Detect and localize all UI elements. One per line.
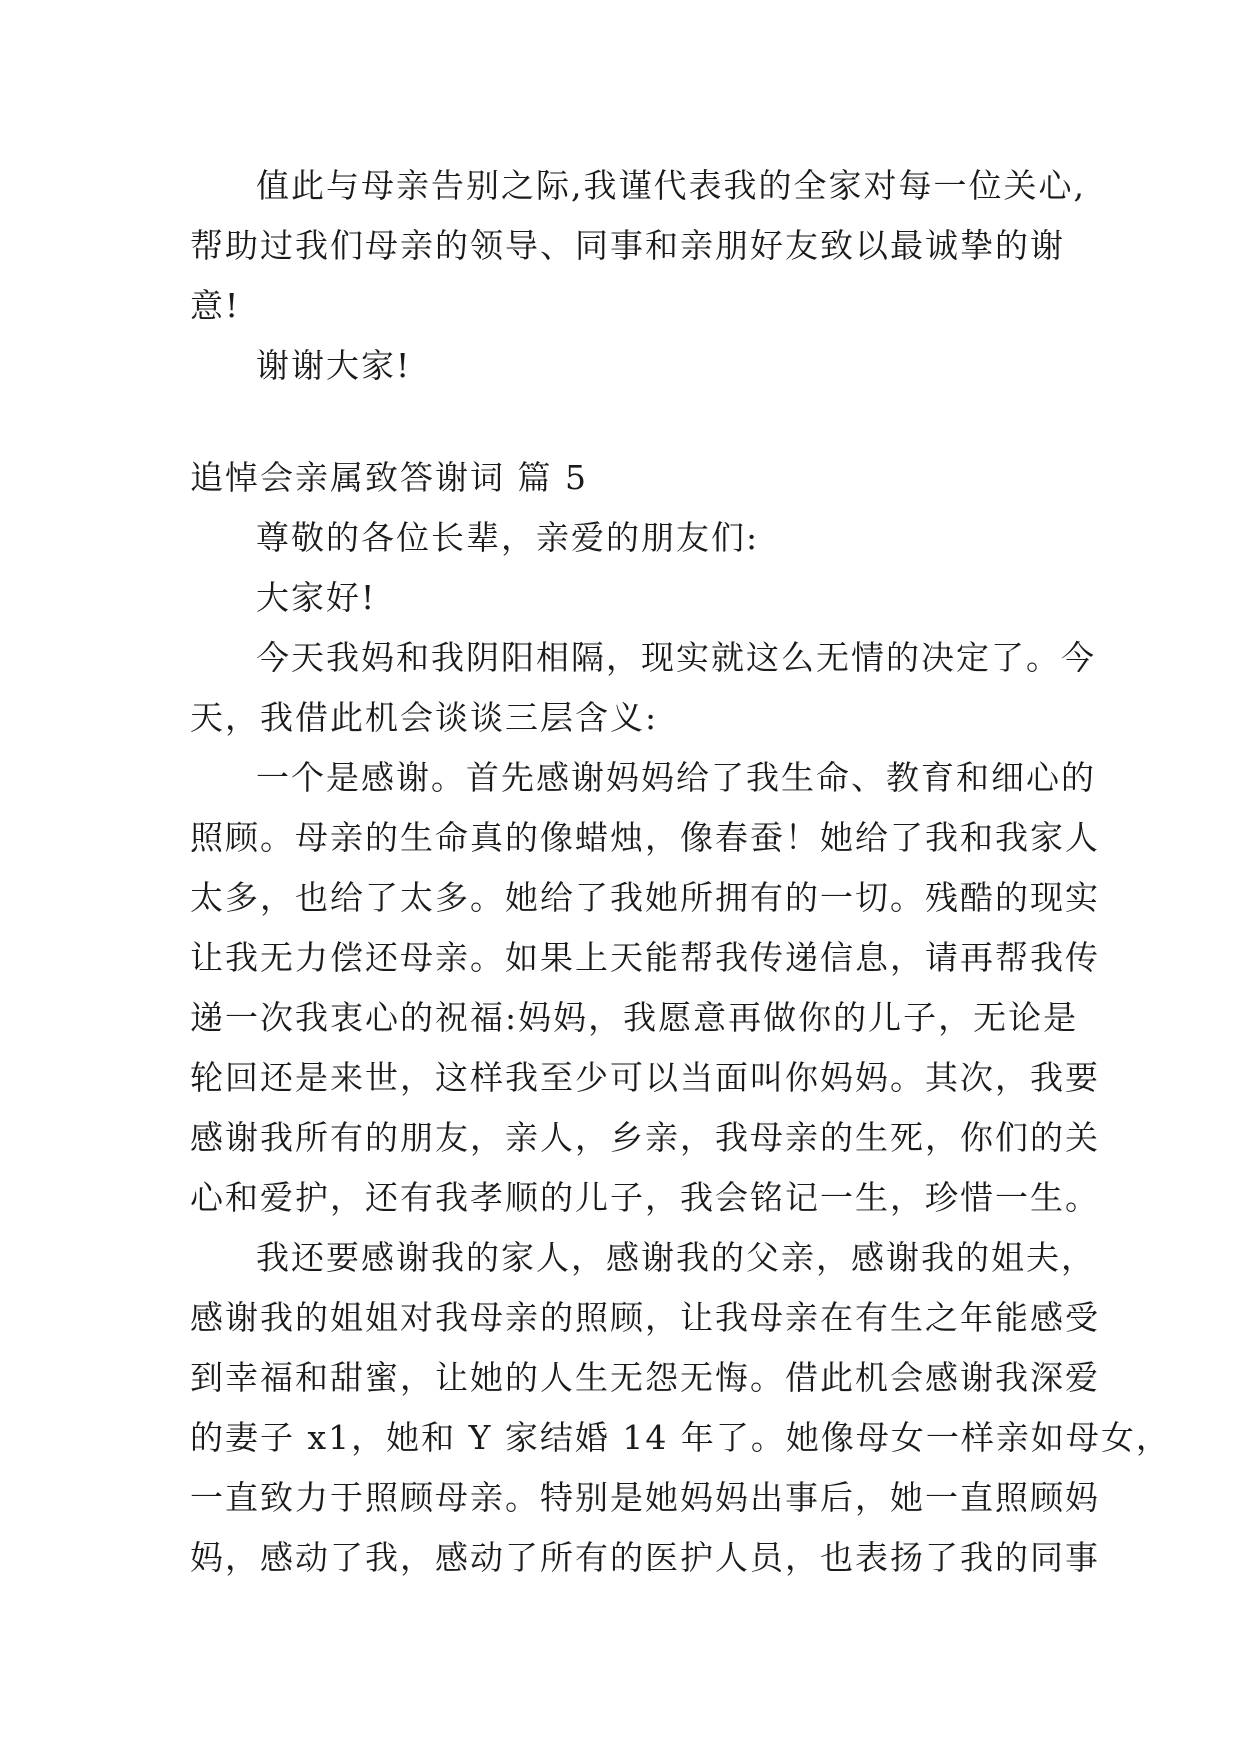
paragraph-line: 一个是感谢。首先感谢妈妈给了我生命、教育和细心的 xyxy=(256,758,1096,797)
paragraph-line: 轮回还是来世，这样我至少可以当面叫你妈妈。其次，我要 xyxy=(190,1058,1100,1097)
section-heading: 追悼会亲属致答谢词 篇 5 xyxy=(190,458,588,497)
paragraph-line: 天，我借此机会谈谈三层含义: xyxy=(190,698,659,737)
paragraph-line: 感谢我所有的朋友，亲人，乡亲，我母亲的生死，你们的关 xyxy=(190,1118,1100,1157)
paragraph-line: 我还要感谢我的家人，感谢我的父亲，感谢我的姐夫， xyxy=(256,1238,1096,1277)
paragraph-line: 谢谢大家! xyxy=(256,346,412,385)
paragraph-line: 心和爱护，还有我孝顺的儿子，我会铭记一生，珍惜一生。 xyxy=(190,1178,1100,1217)
paragraph-line: 一直致力于照顾母亲。特别是她妈妈出事后，她一直照顾妈 xyxy=(190,1478,1100,1517)
paragraph-line: 值此与母亲告别之际,我谨代表我的全家对每一位关心, xyxy=(256,166,1086,205)
paragraph-line: 今天我妈和我阴阳相隔，现实就这么无情的决定了。今 xyxy=(256,638,1096,677)
paragraph-line: 妈，感动了我，感动了所有的医护人员，也表扬了我的同事 xyxy=(190,1538,1100,1577)
paragraph-line: 感谢我的姐姐对我母亲的照顾，让我母亲在有生之年能感受 xyxy=(190,1298,1100,1337)
paragraph-line: 递一次我衷心的祝福:妈妈，我愿意再做你的儿子，无论是 xyxy=(190,998,1079,1037)
paragraph-line: 意! xyxy=(190,286,241,325)
paragraph-line: 尊敬的各位长辈，亲爱的朋友们: xyxy=(256,518,760,557)
paragraph-line: 到幸福和甜蜜，让她的人生无怨无悔。借此机会感谢我深爱 xyxy=(190,1358,1100,1397)
paragraph-line: 让我无力偿还母亲。如果上天能帮我传递信息，请再帮我传 xyxy=(190,938,1100,977)
paragraph-line: 照顾。母亲的生命真的像蜡烛，像春蚕！她给了我和我家人 xyxy=(190,818,1100,857)
paragraph-line: 帮助过我们母亲的领导、同事和亲朋好友致以最诚挚的谢 xyxy=(190,226,1065,265)
paragraph-line: 大家好! xyxy=(256,578,377,617)
paragraph-line: 太多，也给了太多。她给了我她所拥有的一切。残酷的现实 xyxy=(190,878,1100,917)
paragraph-line: 的妻子 x1，她和 Y 家结婚 14 年了。她像母女一样亲如母女， xyxy=(190,1418,1171,1457)
